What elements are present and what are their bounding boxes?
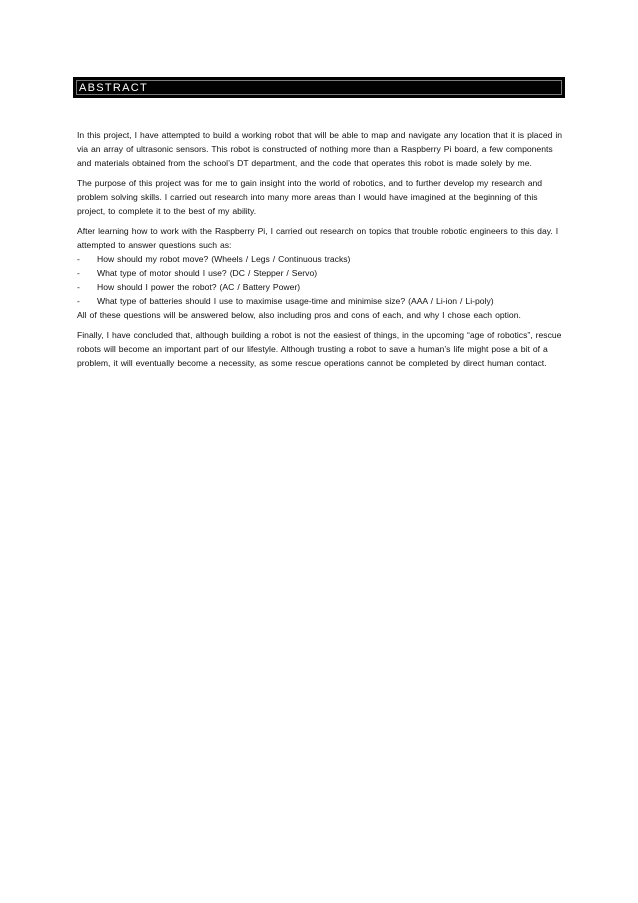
list-bullet: - (77, 296, 80, 306)
paragraph-intro: In this project, I have attempted to build a working robot that will be able to map and navigate any location that it is placed in via an array of ultrasonic sensors. This robot is constructed of nothing more than a Raspberry Pi board, a few components and materials obtained from the school’s DT department, and the code that operates this robot is made solely by me. (77, 130, 563, 168)
list-item-text: How should I power the robot? (AC / Battery Power) (97, 282, 301, 292)
list-item (77, 280, 564, 294)
list-item-text: How should my robot move? (Wheels / Legs / Continuous tracks) (97, 254, 351, 264)
section-heading: ABSTRACT (79, 82, 149, 94)
list-bullet: - (77, 268, 80, 278)
section-heading-bar (73, 77, 565, 98)
questions-list (77, 252, 564, 308)
list-item-text: What type of batteries should I use to maximise usage-time and minimise size? (AAA / Li-ion / Li-poly) (97, 296, 494, 306)
list-bullet: - (77, 254, 80, 264)
paragraph-purpose: The purpose of this project was for me to gain insight into the world of robotics, and to further develop my research and problem solving skills. I carried out research into many more areas than I would have imagined at the beginning of this project, to complete it to the best of my ability. (77, 178, 543, 216)
list-bullet: - (77, 282, 80, 292)
paragraph-conclusion: Finally, I have concluded that, although building a robot is not the easiest of things, in the upcoming “age of robotics”, rescue robots will become an important part of our lifestyle. Although trusting a robot to save a human’s life might pose a bit of a problem, it will eventually become a necessity, as some rescue operations cannot be completed by direct human contact. (77, 330, 562, 368)
paragraph-research: After learning how to work with the Raspberry Pi, I carried out research on topics that trouble robotic engineers to this day. I attempted to answer questions such as: (77, 226, 559, 250)
list-item (77, 294, 564, 308)
paragraph-answers: All of these questions will be answered below, also including pros and cons of each, and why I chose each option. (77, 310, 521, 320)
list-item (77, 252, 564, 266)
abstract-body (77, 128, 564, 376)
list-item-text: What type of motor should I use? (DC / Stepper / Servo) (97, 268, 318, 278)
list-item (77, 266, 564, 280)
